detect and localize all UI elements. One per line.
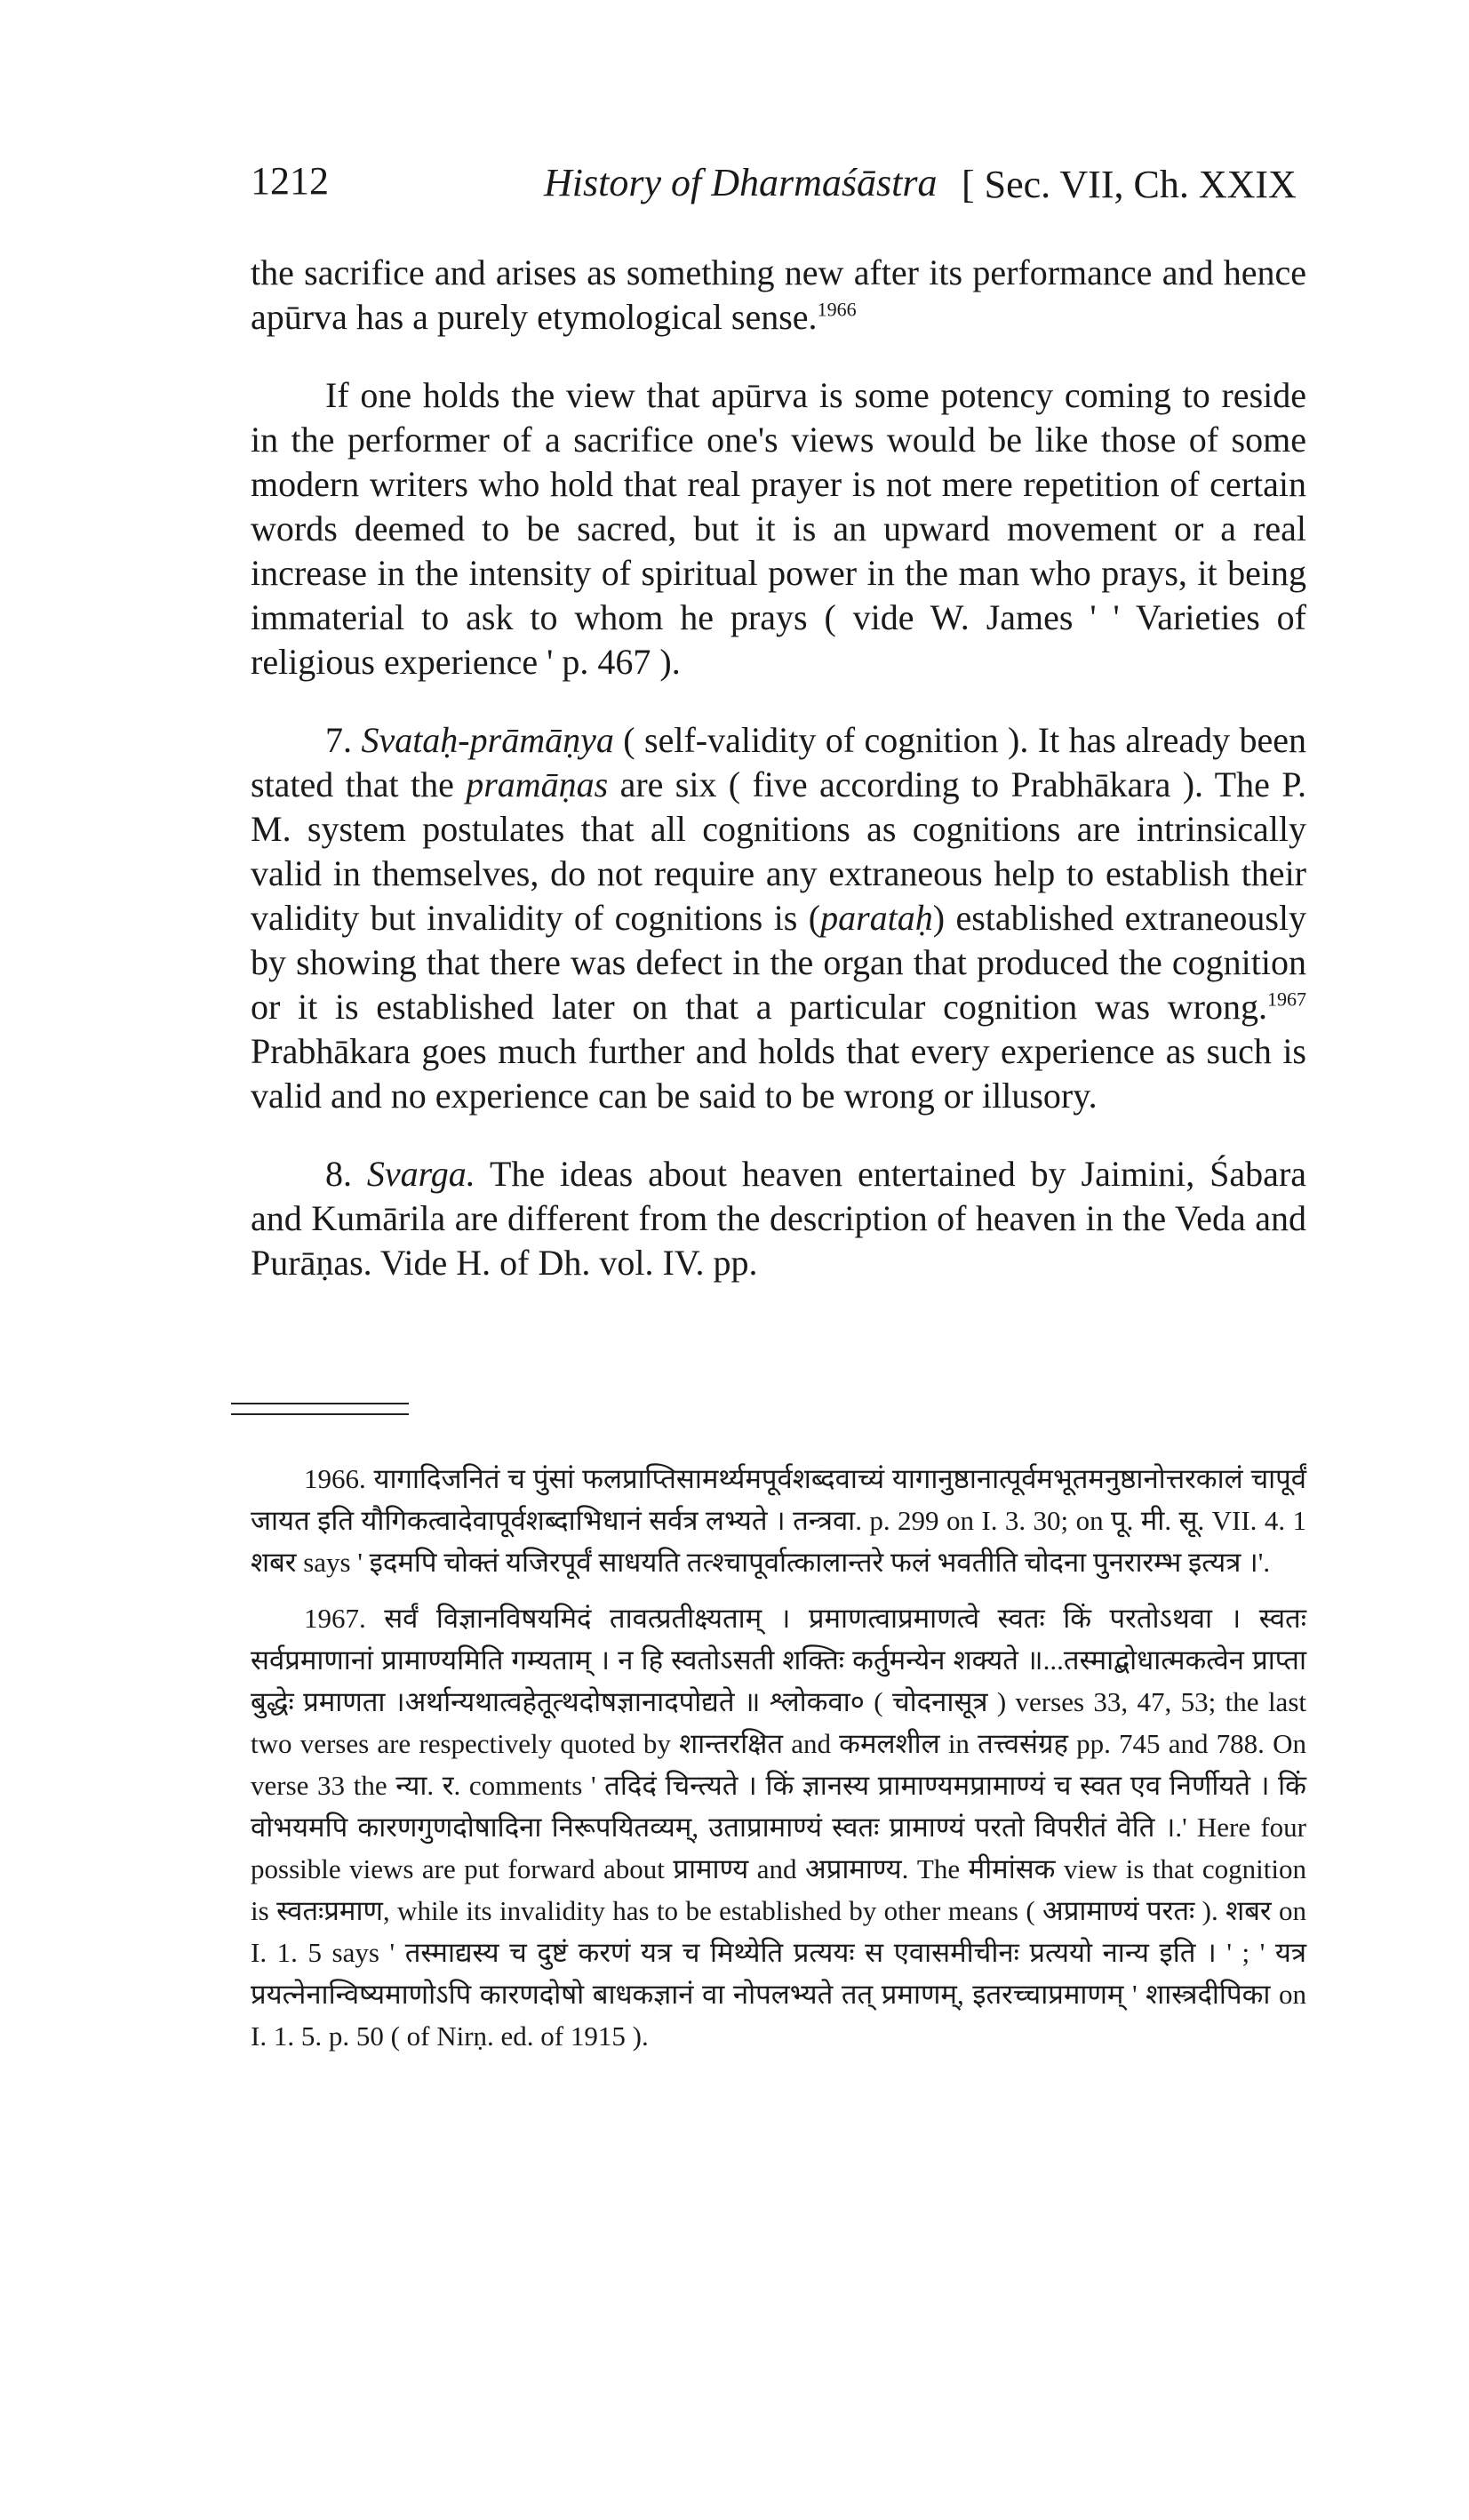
paragraph: [251, 373, 1306, 684]
paragraph-text: Prabhākara goes much further and holds that every experience as such is valid and no experience can be said to be wrong or illusory.: [251, 1031, 1306, 1116]
item-number: 8.: [325, 1154, 352, 1194]
footnote-rule: [231, 1413, 409, 1415]
term: Svarga.: [366, 1154, 475, 1194]
footnotes: [251, 1458, 1306, 2071]
footnote-1966: 1966. यागादिजनितं च पुंसां फलप्राप्तिसामर्थ्यमपूर्वशब्दवाच्यं यागानुष्ठानात्पूर्वमभूतमनुष्ठानोत्तरकालं चापूर्वं जायत इति यौगिकत्वादेवापूर्वशब्दाभिधानं सर्वत्र लभ्यते । तन्त्रवा. p. 299 on I. 3. 30; on पू. मी. सू. VII. 4. 1 शबर says ' इदमपि चोक्तं यजिरपूर्वं साधयति तत्श्चापूर्वात्कालान्तरे फलं भवतीति चोदना पुनरारम्भ इत्यत्र ।'.: [251, 1463, 1306, 1578]
footnote-rule: [231, 1403, 409, 1404]
paragraph-text: the sacrifice and arises as something new after its performance and hence apūrva has a purely etymological sense.: [251, 252, 1306, 337]
paragraph-text: The ideas about heaven entertained by Jaimini, Śabara and Kumārila are different from the description of heaven in the Veda and Purāṇas. Vide H. of Dh. vol. IV. pp.: [251, 1154, 1307, 1283]
page-number: 1212: [251, 159, 329, 203]
paragraph-text: ) established extraneously by showing that there was defect in the organ that produced the cognition or it is established later on that a particular cognition was wrong.: [251, 898, 1306, 1027]
term: pramāṇas: [466, 764, 609, 804]
running-header: [251, 158, 1317, 220]
footnote-1967: 1967. सर्वं विज्ञानविषयमिदं तावत्प्रतीक्ष्यताम् । प्रमाणत्वाप्रमाणत्वे स्वतः किं परतोऽथवा । स्वतः सर्वप्रमाणानां प्रामाण्यमिति गम्यताम् । न हि स्वतोऽसती शक्तिः कर्तुमन्येन शक्यते ॥...तस्माद्बोधात्मकत्वेन प्राप्ता बुद्धेः प्रमाणता ।अर्थान्यथात्वहेतूत्थदोषज्ञानादपोद्यते ॥ श्लोकवा० ( चोदनासूत्र ) verses 33, 47, 53; the last two verses are respectively quoted by शान्तरक्षित and कमलशील in तत्त्वसंग्रह pp. 745 and 788. On verse 33 the न्या. र. comments ' तदिदं चिन्त्यते । किं ज्ञानस्य प्रामाण्यमप्रामाण्यं च स्वत एव निर्णीयते । किं वोभयमपि कारणगुणदोषादिना निरूपयितव्यम्, उताप्रामाण्यं स्वतः प्रामाण्यं परतो विपरीतं वेति ।.' Here four possible views are put forward about प्रामाण्य and अप्रामाण्य. The मीमांसक view is that cognition is स्वतःप्रमाण, while its invalidity has to be established by other means ( अप्रामाण्यं परतः ). शबर on I. 1. 5 says ' तस्माद्यस्य च दुष्टं करणं यत्र च मिथ्येति प्रत्ययः स एवासमीचीनः प्रत्ययो नान्य इति । ' ; ' यत्र प्रयत्नेनान्विष्यमाणोऽपि कारणदोषो बाधकज्ञानं वा नोपलभ्यते तत् प्रमाणम्, इतरच्चाप्रमाणम् ' शास्त्रदीपिका on I. 1. 5. p. 50 ( of Nirṇ. ed. of 1915 ).: [251, 1603, 1306, 2052]
paragraph: [251, 251, 1306, 340]
paragraph: [251, 1152, 1306, 1285]
main-text: [251, 251, 1306, 1319]
term: Svataḥ-prāmāṇya: [361, 720, 614, 760]
footnote-ref[interactable]: 1967: [1267, 988, 1306, 1011]
footnote-ref[interactable]: 1966: [817, 298, 857, 321]
term: parataḥ: [820, 898, 933, 938]
paragraph-text: ( self-validity of cognition ). It has already been stated that the: [251, 720, 1307, 804]
paragraph-text: If one holds the view that apūrva is some potency coming to reside in the performer of a sacrifice one's views would be like those of some modern writers who hold that real prayer is not mere repetition of certain words deemed to be sacred, but it is an upward movement or a real increase in the intensity of spiritual power in the man who prays, it being immaterial to ask to whom he prays ( vide W. James ' ' Varieties of religious experience ' p. 467 ).: [251, 375, 1306, 682]
paragraph: [251, 718, 1306, 1118]
book-title: History of Dharmaśāstra: [544, 161, 938, 204]
paragraph-text: are six ( five according to Prabhākara ). The P. M. system postulates that all cognitions as cognitions are intrinsically valid in themselves, do not require any extraneous help to establish their validity but invalidity of cognitions is (: [251, 764, 1307, 938]
item-number: 7.: [325, 720, 352, 760]
section-label: [ Sec. VII, Ch. XXIX: [962, 163, 1297, 206]
